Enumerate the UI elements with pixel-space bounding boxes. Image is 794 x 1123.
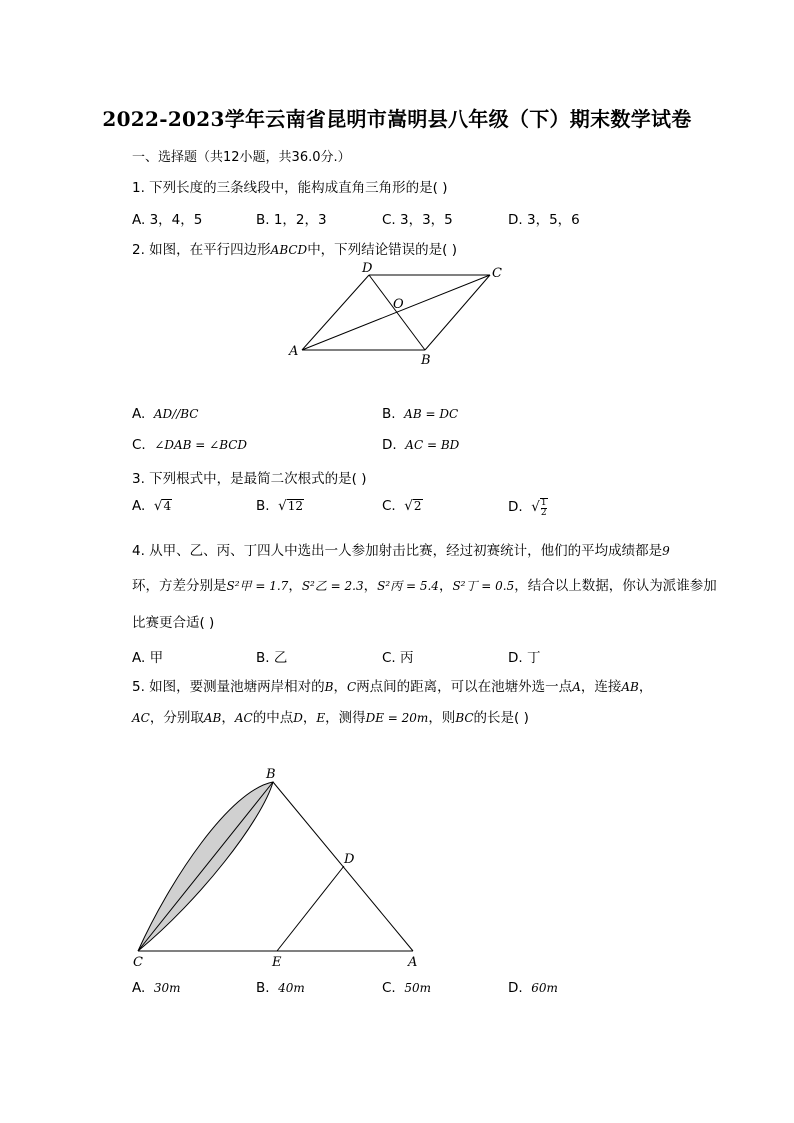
- q5-option-b-label: B.: [256, 980, 270, 996]
- segment-ed: [277, 866, 344, 951]
- q2-option-c: [132, 437, 247, 453]
- q5-option-d-label: D.: [508, 980, 523, 996]
- q2-option-b: [382, 406, 458, 422]
- q5-line1-text-b: 两点间的距离，可以在池塘外选一点: [356, 679, 573, 695]
- q1-option-d: D. 3，5，6: [508, 212, 580, 228]
- q4-variance-bing: S²丙 = 5.4: [377, 579, 439, 593]
- q4-sep-2: ，: [363, 578, 378, 594]
- q4-line1-math: 9: [662, 544, 670, 558]
- q5-option-c-math: 50m: [404, 981, 431, 995]
- q5-line1-math-ab: AB: [621, 680, 639, 694]
- q5-line2-math-ac2: AC: [234, 711, 253, 725]
- q4-variance-ding: S²丁 = 0.5: [452, 579, 515, 593]
- q2-option-d-math: AC = BD: [405, 438, 460, 452]
- q5-line1-math-c: C: [347, 680, 357, 694]
- q5-line1-text-a: 5. 如图，要测量池塘两岸相对的: [132, 679, 325, 695]
- question-4-line-3: 比赛更合适( ): [132, 615, 215, 631]
- q3-option-d: D. √ $\frac{1}{2}$: [508, 498, 547, 518]
- q3-option-c: C. √2: [382, 498, 422, 514]
- q5-option-c: [382, 980, 431, 996]
- q5-line2-text-a: ，分别取: [149, 710, 204, 726]
- q5-line2-math-ac: AC: [132, 711, 150, 725]
- q5-option-b: [256, 980, 305, 996]
- q2-stem-part-a: 2. 如图，在平行四边形: [132, 242, 271, 258]
- q4-variance-yi: S²乙 = 2.3: [301, 579, 364, 593]
- q4-option-a: A. 甲: [132, 650, 164, 666]
- q2-stem-part-b: 中，下列结论错误的是( ): [307, 242, 458, 258]
- q5-option-a-label: A.: [132, 980, 146, 996]
- fig2-label-b: B: [421, 353, 431, 368]
- q4-sep-3: ，: [438, 578, 453, 594]
- q5-option-a-math: 30m: [153, 981, 181, 995]
- q2-option-d: [382, 437, 459, 453]
- q5-option-b-math: 40m: [278, 981, 305, 995]
- q4-option-c: C. 丙: [382, 650, 414, 666]
- q2-option-b-label: B.: [382, 406, 396, 422]
- q5-line2-math-de: DE = 20m: [365, 711, 429, 725]
- question-1-stem: 1. 下列长度的三条线段中，能构成直角三角形的是( ): [132, 180, 448, 196]
- q5-line2-text-d: ，则: [428, 710, 456, 726]
- q3-option-d-denominator: 2: [540, 508, 547, 518]
- q3-option-d-numerator: 1: [540, 498, 547, 508]
- q1-option-b: B. 1，2，3: [256, 212, 327, 228]
- q3-option-d-radical: [540, 498, 548, 518]
- q2-option-d-label: D.: [382, 437, 397, 453]
- q5-line2-text-c: ，测得: [325, 710, 366, 726]
- q3-option-c-radical: 2: [413, 499, 422, 513]
- q4-line2-text-a: 环，方差分别是: [132, 578, 227, 594]
- q4-line1-text: 4. 从甲、乙、丙、丁四人中选出一人参加射击比赛，经过初赛统计，他们的平均成绩都是: [132, 543, 663, 559]
- q2-option-c-label: C.: [132, 437, 146, 453]
- fig5-label-d: D: [344, 852, 355, 867]
- question-4-line-1: [132, 541, 670, 561]
- fig5-label-b: B: [266, 767, 276, 782]
- diagonal-ac: [302, 275, 490, 350]
- question-2-stem: [132, 240, 457, 260]
- q3-option-a: A. √4: [132, 498, 172, 514]
- section-heading: 一、选择题（共12小题，共36.0分.）: [132, 150, 351, 165]
- q3-option-c-label: C.: [382, 498, 396, 514]
- fig2-label-c: C: [492, 266, 502, 281]
- segment-ba: [273, 782, 413, 951]
- q3-option-a-radical: 4: [163, 499, 172, 513]
- q5-line2-text-e: 的长是( ): [473, 710, 529, 726]
- q5-option-d: [508, 980, 558, 996]
- q5-line2-math-ab: AB: [203, 711, 222, 725]
- fig2-label-d: D: [362, 261, 373, 276]
- question-3-stem: 3. 下列根式中，是最简二次根式的是( ): [132, 471, 367, 487]
- fig2-label-o: O: [393, 297, 404, 312]
- diagonal-db: [369, 275, 425, 350]
- q5-option-d-math: 60m: [531, 981, 558, 995]
- q2-option-a-math: AD//BC: [153, 407, 199, 421]
- fig5-label-c: C: [133, 955, 143, 970]
- q5-line2-math-bc: BC: [455, 711, 474, 725]
- q2-option-b-math: AB = DC: [404, 407, 459, 421]
- segment-ad: [302, 275, 369, 350]
- q4-variance-jia: S²甲 = 1.7: [226, 579, 289, 593]
- q2-option-c-math: ∠DAB = ∠BCD: [154, 438, 248, 452]
- fig5-label-a: A: [408, 955, 418, 970]
- q5-line1-math-a: A: [572, 680, 581, 694]
- q2-option-a-label: A.: [132, 406, 146, 422]
- fig2-label-a: A: [289, 344, 299, 359]
- q5-line2-text-b: 的中点: [252, 710, 294, 726]
- fig5-label-e: E: [272, 955, 282, 970]
- q5-line1-text-c: ，连接: [580, 679, 622, 695]
- question-5-line-2: AC，分别取AB，AC的中点D，E，测得DE = 20m，则BC的长是( ): [132, 710, 529, 726]
- q5-option-c-label: C.: [382, 980, 396, 996]
- q1-option-c: C. 3，3，5: [382, 212, 453, 228]
- q5-option-a: [132, 980, 181, 996]
- q3-option-a-label: A.: [132, 498, 146, 514]
- segment-cb: [138, 782, 273, 951]
- q4-sep-1: ，: [288, 578, 302, 594]
- q3-option-d-label: D.: [508, 499, 523, 515]
- pond-shape: [138, 782, 273, 951]
- page-title: 2022-2023学年云南省昆明市嵩明县八年级（下）期末数学试卷: [102, 107, 692, 131]
- q4-option-d: D. 丁: [508, 650, 541, 666]
- q3-option-b-radical: 12: [287, 499, 304, 513]
- question-4-line-2: [132, 576, 717, 596]
- q4-option-b: B. 乙: [256, 650, 288, 666]
- q3-option-b-label: B.: [256, 498, 270, 514]
- question-5-line-1: 5. 如图，要测量池塘两岸相对的B，C两点间的距离，可以在池塘外选一点A，连接AB，: [132, 679, 653, 695]
- q4-line2-text-b: ，结合以上数据，你认为派谁参加: [514, 578, 717, 594]
- q5-line2-math-d: D: [293, 711, 303, 725]
- q1-option-a: A. 3，4，5: [132, 212, 203, 228]
- q5-line2-math-e: E: [316, 711, 326, 725]
- q5-line1-math-b: B: [324, 680, 334, 694]
- segment-cb: [425, 275, 490, 350]
- q2-option-a: [132, 406, 199, 422]
- q2-stem-math: ABCD: [270, 243, 308, 257]
- q3-option-b: B. √12: [256, 498, 304, 514]
